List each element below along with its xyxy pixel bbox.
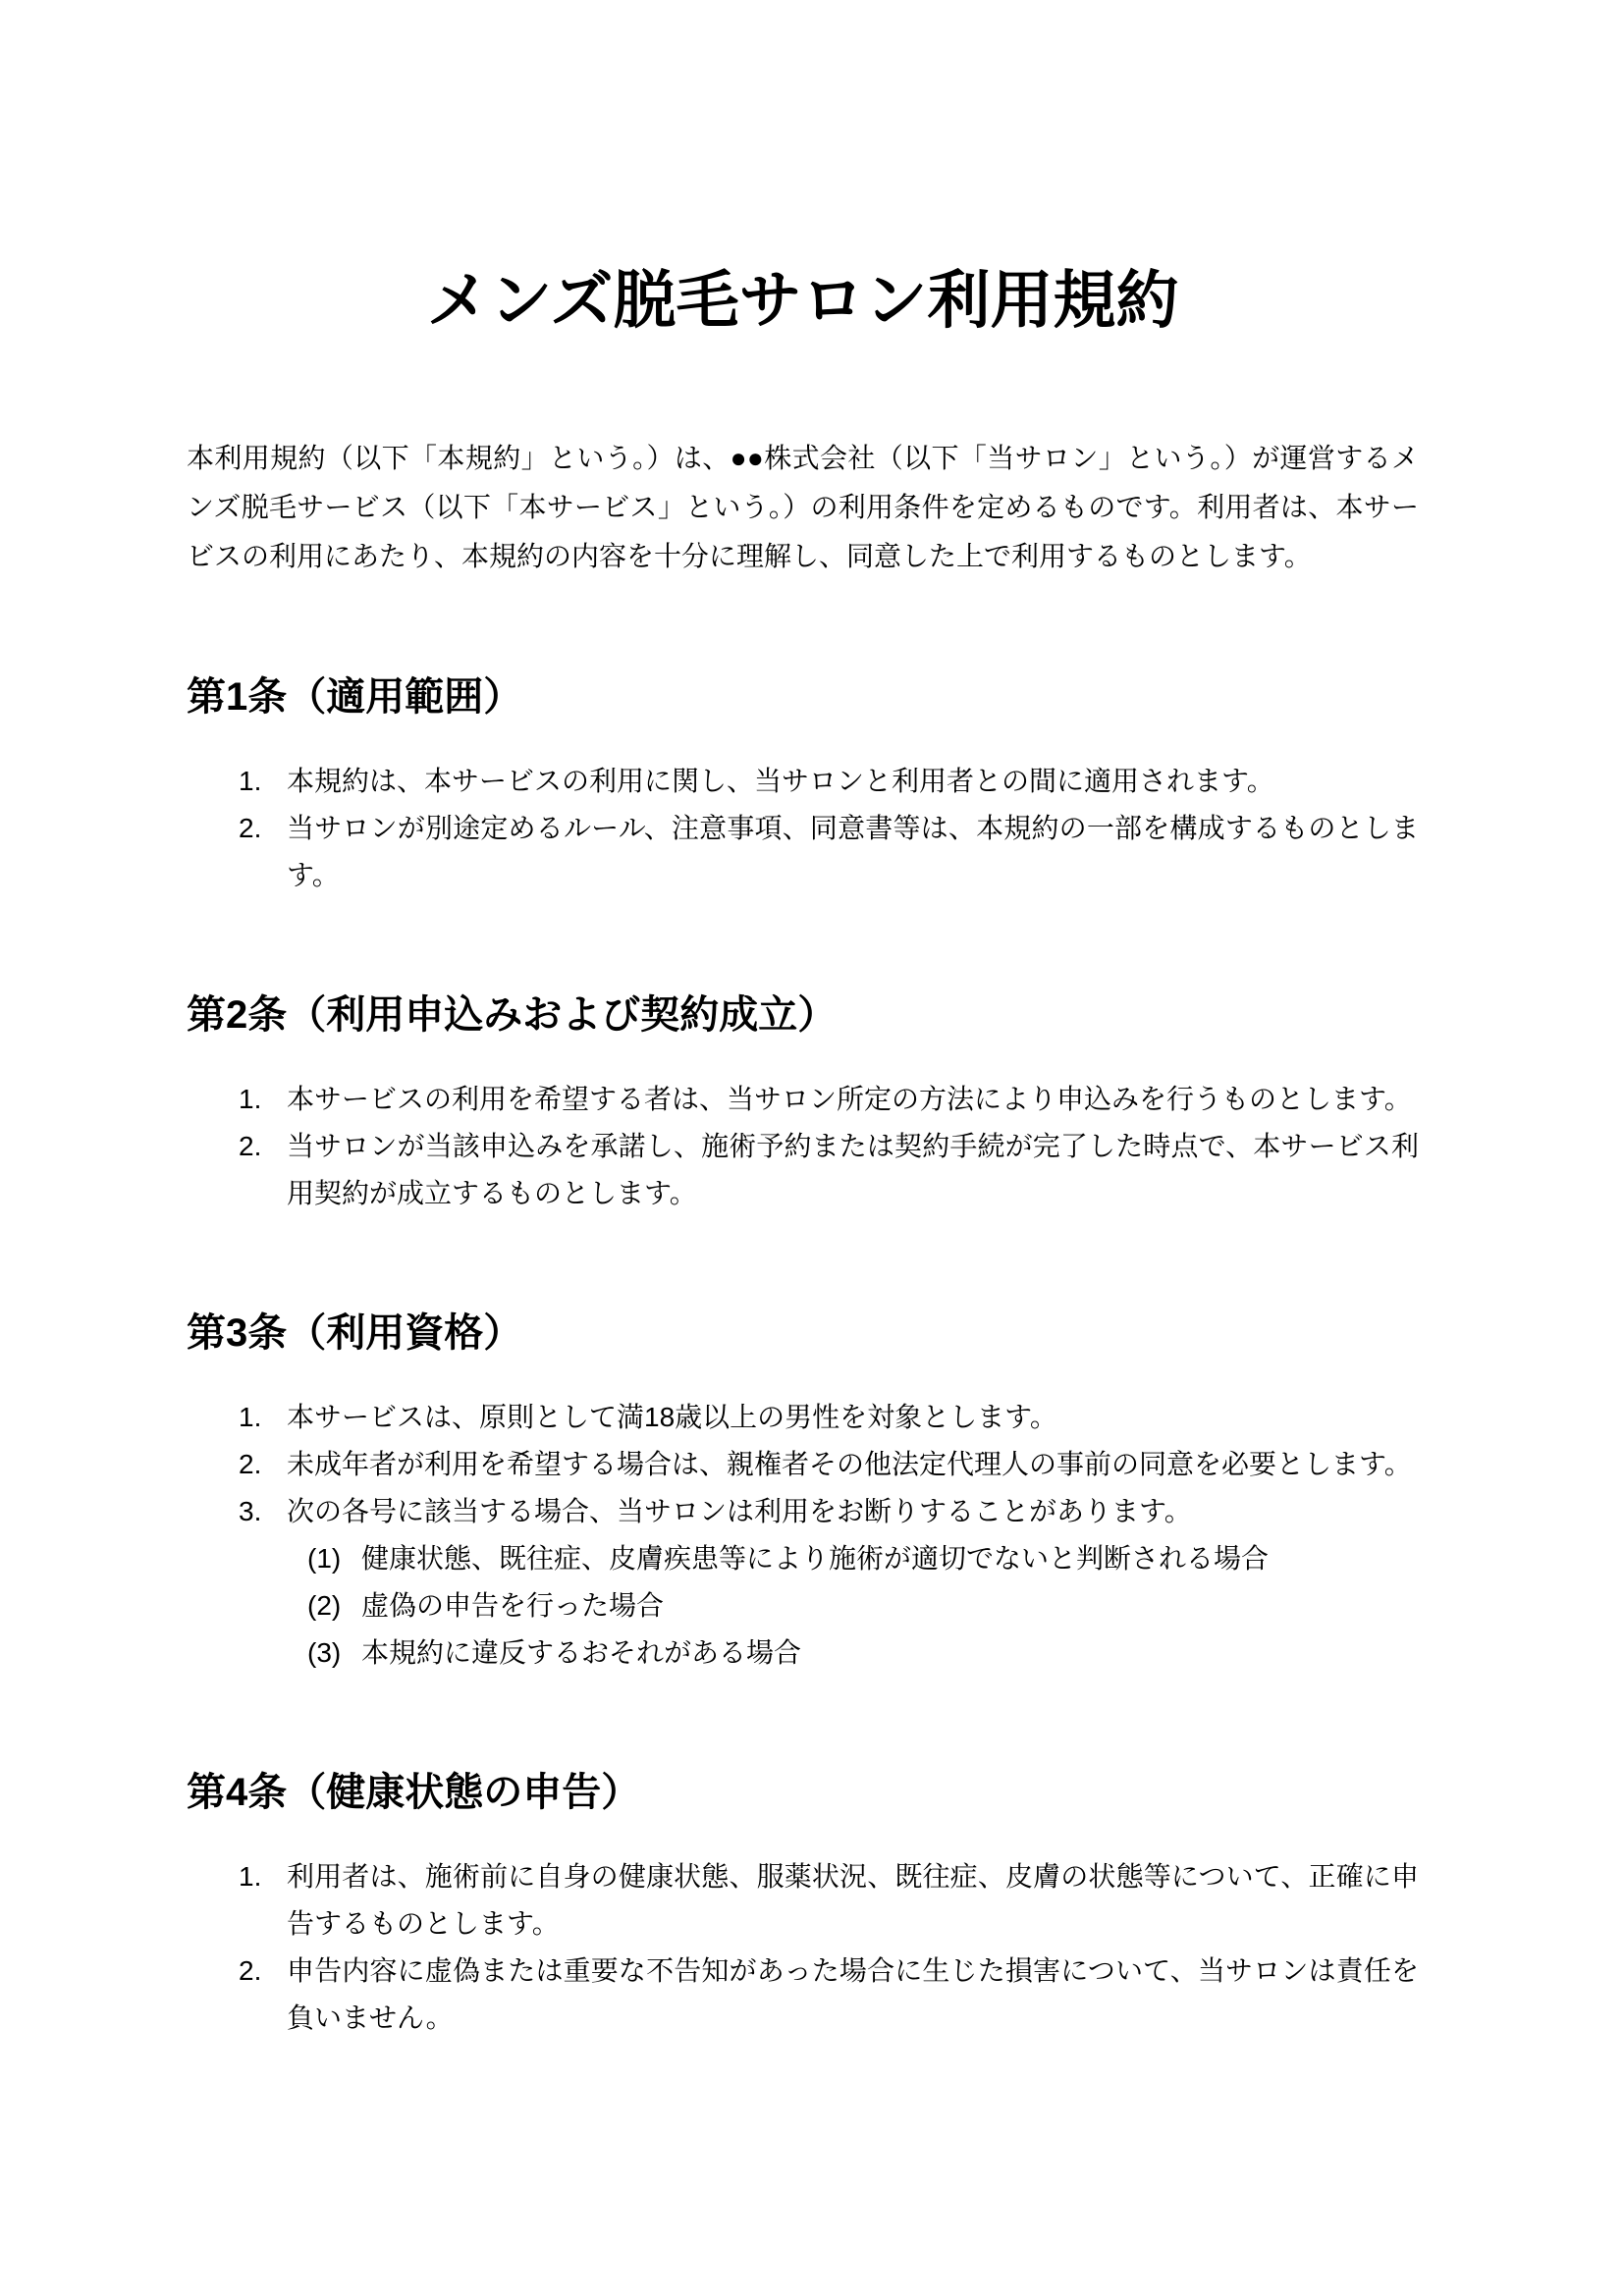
- list-item-text: 本規約は、本サービスの利用に関し、当サロンと利用者との間に適用されます。: [287, 765, 1274, 796]
- list-item: [187, 1123, 1419, 1217]
- sub-list-item-text: 本規約に違反するおそれがある場合: [361, 1636, 802, 1668]
- list-item: [187, 1394, 1419, 1441]
- section-heading: 第3条（利用資格）: [187, 1310, 523, 1355]
- list-item-number: 1.: [239, 765, 262, 796]
- list-item-text: 申告内容に虚偽または重要な不告知があった場合に生じた損害について、当サロンは責任を負いません。: [287, 1954, 1419, 2033]
- section-list: [187, 1076, 1419, 1217]
- list-item-number: 2.: [239, 812, 262, 843]
- sections: [187, 671, 1419, 2042]
- sub-list-item-number: (1): [307, 1542, 342, 1574]
- list-item-number: 1.: [239, 1401, 262, 1432]
- list-item: [187, 1853, 1419, 1948]
- sub-list-item: [187, 1629, 1419, 1677]
- list-item-number: 3.: [239, 1495, 262, 1526]
- list-item-number: 2.: [239, 1954, 262, 1986]
- list-item: [187, 1076, 1419, 1123]
- list-item-text: 本サービスは、原則として満18歳以上の男性を対象とします。: [287, 1401, 1057, 1432]
- list-item-text: 当サロンが別途定めるルール、注意事項、同意書等は、本規約の一部を構成するものとします。: [287, 812, 1419, 890]
- list-item-text: 本サービスの利用を希望する者は、当サロン所定の方法により申込みを行うものとします。: [287, 1083, 1412, 1114]
- list-item: [187, 758, 1419, 805]
- list-item-number: 1.: [239, 1083, 262, 1114]
- sub-list-item-number: (3): [307, 1636, 342, 1668]
- list-item-text: 次の各号に該当する場合、当サロンは利用をお断りすることがあります。: [287, 1495, 1192, 1526]
- list-item-text: 当サロンが当該申込みを承諾し、施術予約または契約手続が完了した時点で、本サービス利用契約が成立するものとします。: [287, 1130, 1419, 1208]
- sub-list-item-text: 健康状態、既往症、皮膚疾患等により施術が適切でないと判断される場合: [361, 1542, 1270, 1574]
- section-list: [187, 1853, 1419, 2042]
- section-list: [187, 758, 1419, 899]
- intro-paragraph: 本利用規約（以下「本規約」という。）は、●●株式会社（以下「当サロン」という。）が運営するメンズ脱毛サービス（以下「本サービス」という。）の利用条件を定めるものです。利用者は、本サービスの利用にあたり、本規約の内容を十分に理解し、同意した上で利用するものとします。: [187, 442, 1419, 571]
- list-item: [187, 1441, 1419, 1488]
- section-heading: 第4条（健康状態の申告）: [187, 1770, 641, 1814]
- section-list: [187, 1394, 1419, 1677]
- sub-list-item: [187, 1582, 1419, 1629]
- sub-list-item-number: (2): [307, 1589, 342, 1621]
- list-item-number: 2.: [239, 1130, 262, 1161]
- list-item-number: 1.: [239, 1860, 262, 1892]
- sub-list-item-text: 虚偽の申告を行った場合: [361, 1589, 665, 1621]
- list-item-text: 未成年者が利用を希望する場合は、親権者その他法定代理人の事前の同意を必要とします。: [287, 1448, 1412, 1479]
- list-item-text: 利用者は、施術前に自身の健康状態、服薬状況、既往症、皮膚の状態等について、正確に申告するものとします。: [287, 1860, 1419, 1939]
- section-heading: 第1条（適用範囲）: [187, 674, 523, 719]
- list-item: [187, 805, 1419, 899]
- document-title: メンズ脱毛サロン利用規約: [426, 265, 1179, 336]
- list-item: [187, 1488, 1419, 1535]
- section-heading: 第2条（利用申込みおよび契約成立）: [187, 992, 838, 1037]
- list-item-number: 2.: [239, 1448, 262, 1479]
- sub-list-item: [187, 1535, 1419, 1582]
- list-item: [187, 1948, 1419, 2042]
